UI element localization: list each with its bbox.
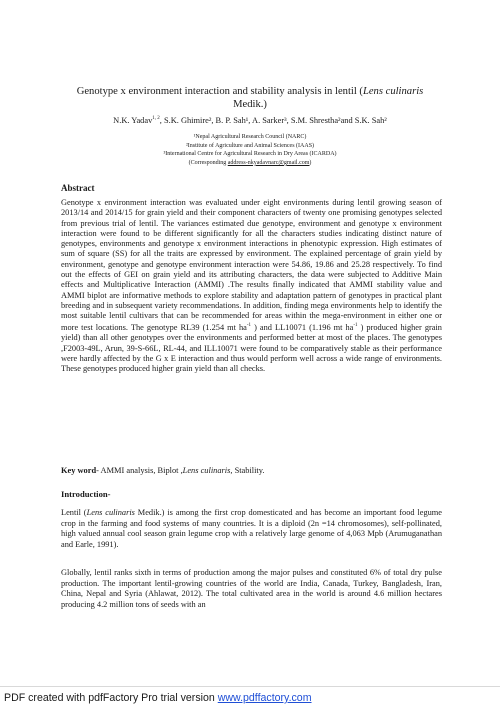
affiliation-iaas: ²Institute of Agriculture and Animal Sciences (IAAS) bbox=[185, 142, 315, 149]
affiliation-narc: ¹Nepal Agricultural Research Council (NARC) bbox=[193, 134, 307, 140]
introduction-heading: Introduction- bbox=[61, 489, 111, 499]
keywords-pre: - AMMI analysis, Biplot , bbox=[96, 466, 183, 475]
introduction-paragraph-1 bbox=[61, 508, 442, 550]
title-main: Genotype x environment interaction and stability analysis in lentil ( bbox=[76, 86, 363, 97]
intro-p1-species: Lens culinaris bbox=[86, 508, 135, 517]
intro-p1-start: Lentil ( bbox=[61, 508, 87, 517]
keywords-label: Key word bbox=[61, 466, 97, 475]
keywords-post: , Stability. bbox=[230, 466, 265, 475]
abstract-text-3: ) produced higher grain yield) than all other genotypes over the environments and performed better at most of the places. The genotypes ,F2003-49L, Arun, 39-S-66L, RL-44, and ILL10071 were found to be comparatively stable as their performance were hardly affected by the G x E interaction and thus would perform well across a wide range of environments. These genotypes produced higher grain yield than all checks. bbox=[61, 323, 442, 374]
abstract-unit-exponent-1: -1 bbox=[246, 323, 252, 329]
abstract-text-2: ) and LL10071 (1.196 mt ha bbox=[251, 323, 354, 333]
author-list bbox=[60, 114, 440, 126]
footer-line bbox=[4, 689, 312, 707]
abstract-unit-exponent-2: -1 bbox=[353, 323, 358, 329]
corresponding-suffix: ) bbox=[309, 159, 312, 166]
pdf-footer bbox=[0, 686, 500, 708]
introduction-paragraph-2: Globally, lentil ranks sixth in terms of production among the major pulses and constituted 6% of total dry pulse production. The important lentil-growing countries of the world are India, Canada, Turkey, Bangladesh, Iran, China, Nepal and Syria (Ahlawat, 2012). The total cultivated area in the world is around 4.6 million hectares producing 4.2 million tons of seeds with an bbox=[61, 568, 442, 609]
corresponding-author bbox=[110, 159, 390, 168]
corresponding-prefix: (Corresponding bbox=[188, 159, 228, 166]
abstract-heading: Abstract bbox=[61, 183, 95, 193]
footer-link[interactable]: www.pdffactory.com bbox=[217, 692, 312, 704]
footer-text: PDF created with pdfFactory Pro trial version bbox=[4, 692, 218, 704]
first-author-affiliation: 1, 2 bbox=[152, 116, 160, 121]
keywords bbox=[61, 466, 442, 476]
abstract-body bbox=[61, 198, 442, 375]
title-species: Lens culinaris bbox=[362, 86, 424, 97]
abstract-text-1: Genotype x environment interaction was evaluated under eight environments during lentil growing season of 2013/14 and 2014/15 for grain yield and their component characters of twenty one promising genotypes selected from previous trial of lentil. The variances estimated due genotype, environment and genotype x environment interaction were found to be different significantly for all the characters studies indicating distinct nature of genotypes, environments and genotype x environment interactions in phenotypic expression. High estimates of sum of square (SS) for all the traits are expressed by environment. The explained percentage of grain yield by environment, genotype and genotype environment interaction were 54.86, 19.86 and 25.28 respectively. To find out the effects of GEI on grain yield and its attributing characters, the data were subjected to Additive Main effects and Multiplicative Interaction (AMMI) .The results finally indicated that AMMI stability value and AMMI biplot are informative methods to explore stability and adaptation pattern of genotypes in practical plant breeding and in subsequent variety recommendations. In addition, finding mega environments help to identify the most suitable lentil cultivars that can be recommended for areas within the mega-environment in either one or more test locations. The genotype RL39 (1.254 mt ha bbox=[61, 198, 442, 333]
affiliation-icarda: ³International Centre for Agricultural Research in Dry Areas (ICARDA) bbox=[163, 151, 337, 158]
intro-p1-rest: Medik.) is among the first crop domesticated and has become an important food legume crop in the farming and food systems of many countries. It is a diploid (2n =14 chromosomes), self-pollinated, high valued annual cool season grain legume crop with a relatively large genome of 4,063 Mpb (Arumuganathan and Earle, 1991). bbox=[61, 508, 442, 549]
corresponding-email[interactable]: address-nkyadavnarc@gmail.com bbox=[227, 159, 310, 166]
other-authors: , S.K. Ghimire², B. P. Sah¹, A. Sarker³, S.M. Shrestha²and S.K. Sah² bbox=[159, 115, 387, 125]
affiliations bbox=[110, 133, 390, 167]
title-tail: Medik.) bbox=[233, 98, 267, 110]
paper-title bbox=[60, 86, 440, 111]
first-author: N.K. Yadav bbox=[113, 115, 153, 125]
keywords-species: Lens culinaris bbox=[182, 466, 231, 475]
